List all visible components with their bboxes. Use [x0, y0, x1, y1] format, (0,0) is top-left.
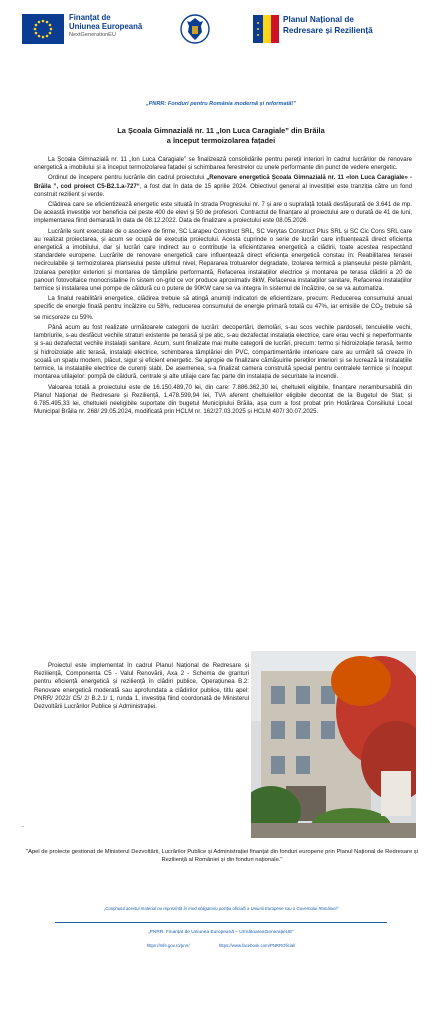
title-line-1: La Școala Gimnazială nr. 11 „Ion Luca Caragiale” din Brăila [117, 126, 325, 135]
implementation-text: Proiectul este implementat în cadrul Planul Național de Redresare și Reziliență, Componenta C5 - Valul Renovării, Axa 2 - Schema de granturi pentru eficiență energetică și reziliență în clădiri publice, Operațiunea B.2: Renovare energetică moderată sau aprofundata a clădirilor publice, titlu apel: PNRR/ 2022/ C5/ 2/ B.2.1/ 1, runda 1, investiția fiind coordonată de Ministerul Dezvoltării Lucrărilor Publice și Administrației. [34, 662, 249, 711]
eu-funding-label [69, 13, 164, 39]
implementation-note [34, 662, 249, 711]
eu-line-1: Finanțat de [69, 13, 111, 22]
order-text-a: Ordinul de începere pentru lucrările din cadrul proiectului [48, 174, 207, 182]
pnrr-line-1: Planul Național de [283, 15, 354, 24]
link-facebook[interactable]: https://www.facebook.com/PNRROficial/ [218, 943, 296, 948]
article-body [34, 156, 412, 418]
co2-subscript: 2 [379, 306, 383, 313]
title-line-2: a început termoizolarea fațadei [166, 136, 276, 145]
eu-line-3: NextGenerationEU [69, 32, 116, 38]
disclaimer: „Conținutul acestui material nu reprezintă în mod obligatoriu poziția oficială a Uniunii Europene sau a Guvernului României” [103, 906, 339, 911]
eu-flag-icon [22, 14, 64, 44]
footer-divider [55, 922, 387, 923]
romania-coat-of-arms-icon [180, 13, 210, 46]
pnrr-logo-icon [253, 15, 279, 43]
page-title [40, 126, 402, 146]
header [0, 10, 442, 50]
indicators-text-b: trebuie să se micșoreze cu 59%. [34, 303, 412, 321]
order-text-c: , a fost dat în data de 15 aprilie 2024. Obiectivul general al investiției este tranziția către un fond construit rezilient și verde. [34, 182, 412, 198]
paragraph-order [34, 174, 412, 199]
paragraph-building: Clădirea care se eficientizează energetic este situată în strada Progresului nr. 7 și are o suprafață totală desfășurată de 3.641 de mp. De această investiție vor beneficia cei peste 400 de elevi și 50 de profesori. Contractul de finanțare al proiectului are o durată de 41 de luni, implementarea fiind demarată în data de 08.12.2022. Data de finalizare a proiectului este 08.05.2026. [34, 201, 412, 225]
paragraph-progress: Până acum au fost realizate următoarele categorii de lucrări: decopertări, demolări, s-au scos vechile pardoseli, tencuielile vechi, lambriurile, s-au desfăcut vechile straturi existente pe terasă și pe atic, s-au dezafectat instalația electrice, care erau vechi și neperformante și s-au dezafectat vechile instalații sanitare. Acum, sunt finalizate mai multe categorii de lucrări, precum: termo și hidroizolație terasă, termo și hidroizolație atic terasă, instalații electrice, schimbarea tâmplăriei din PVC, compartimentările interioare care au urmărit să creeze în școală un spațiu modern, plăcut, sigur și eficient energetic. Se apropie de finalizare cămășuirile pereților interiori și se lucrează la instalațiile termice, la instalațiile electrice de curenți slabi. De asemenea, s-a finalizat camera construită special pentru centralele termice și început montarea utilajelor: pompă de căldură, centrale și alte utilaje care fac parte din instalația de securitate la incendii. [34, 324, 412, 381]
link-mfe[interactable]: https://mfe.gov.ro/pnrr/ [146, 943, 190, 948]
indicators-text-a: La finalul reabilitării energetice, clădirea trebuie să atingă anumiți indicatori de eficientizare, precum: Reducerea consumului anual specific de energie finală pentru încălzire cu 58%, reducerea consumului de energie primară totală cu 47%, iar emisiile de CO [34, 295, 412, 311]
pnrr-label [283, 14, 433, 36]
footer-links [0, 943, 442, 948]
paragraph-value: Valoarea totală a proiectului este de 16.150.489,70 lei, din care: 7.886.362,30 lei, cheltuieli eligibile, finanțare nerambursabilă din Planul Național de Redresare și Reziliență, 1.478.599,94 lei, TVA aferent cheltuielilor eligibile decontat de la Bugetul de Stat; și 6.785.495,33 lei, cheltuieli neeligibile suportate din bugetul Municipiului Brăila, așa cum a fost probat prin Hotărârea Consiliului Local Municipal Brăila nr. 268/ 29.05.2024, modificată prin HCLM nr. 162/27.03.2025 și HCLM 407/ 30.07.2025. [34, 383, 412, 416]
pnrr-line-2: Redresare și Reziliență [283, 26, 373, 35]
slogan: „PNRR: Fonduri pentru România modernă și reformată!” [145, 101, 297, 107]
paragraph-indicators [34, 295, 412, 322]
stray-dot: . [22, 822, 24, 829]
funding-note: "Apel de proiecte gestionat de Ministerul Dezvoltării, Lucrărilor Publice și Administrației finanțat din fonduri europene prin Planul Național de Redresare și Reziliență al României și din fonduri naționale." [26, 849, 418, 863]
footer-slogan: „PNRR. Finanțat de Uniunea Europeană – UrmătoareaGenerațieUE” [148, 930, 294, 935]
eu-line-2: Uniunea Europeană [69, 22, 143, 31]
paragraph-works: Lucrările sunt executate de o asociere de firme, SC Larapeu Construct SRL, SC Verytas Construct Plus SRL și SC Cic Cons SRL care au realizat proiectarea, și acum se ocupă de execuția proiectului. Acesta cuprinde o serie de lucrări care influențează direct eficiența energetică a imobilului, dar și lucrări care indirect au o contribuție la eficientizarea energetică a clădirii, toate acestea respectând standardele europene. Lucrările de renovare energetică care influențează direct eficiența energetică constau în: Reabilitarea terasei necirculabile și termoizolarea planseului peste ultimul nivel, Repararea trotuarelor degradate, Izolarea termică a planșeului peste pământ, Izolarea pereților exteriori și montarea de tâmplărie performantă, Refacerea instalațiilor electrice și montarea pe terasa clădirii a 20 de panouri fotovoltaice monocristaline în sistem on-grid ce vor produce aproximativ 8kW, Refacerea instalațiilor sanitare, Refacerea instalațiilor termice și instalarea unei pompe de căldură cu o putere de 90KW care se va integra în sistemul de încălzire, ce se va automatiza. [34, 227, 412, 293]
paragraph-intro: La Școala Gimnazială nr. 11 „Ion Luca Caragiale” se finalizează consolidările pentru pereții interiori în cadrul lucrărilor de renovare energetică a imobilului și a început termoizolarea fațadei și schimbarea ferestrelor cu unele performante din punct de vedere energetic. [34, 156, 412, 172]
project-name: „Renovare energetică Școala Gimnazială nr. 11 «Ion Luca Caragiale» - Brăila ”, cod proiect C5-B2.1.a-727“ [34, 174, 412, 190]
school-building-photo [251, 651, 416, 838]
